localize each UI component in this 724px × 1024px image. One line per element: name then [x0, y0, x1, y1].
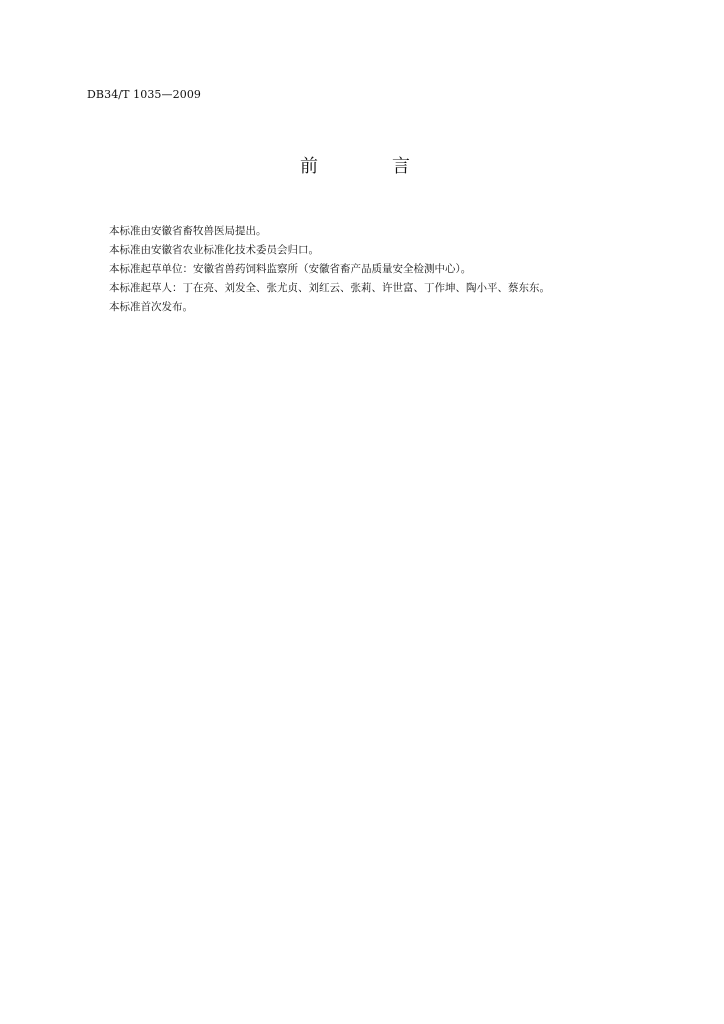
page-title: 前 言	[300, 156, 438, 177]
document-code: DB34/T 1035—2009	[87, 88, 202, 101]
foreword-paragraph-drafting-unit: 本标准起草单位：安徽省兽药饲料监察所（安徽省畜产品质量安全检测中心）。	[109, 263, 472, 275]
foreword-paragraph-proposer: 本标准由安徽省畜牧兽医局提出。	[109, 225, 267, 237]
foreword-paragraph-committee: 本标准由安徽省农业标准化技术委员会归口。	[109, 244, 319, 256]
foreword-body	[109, 222, 669, 317]
foreword-paragraph-first-release: 本标准首次发布。	[109, 301, 193, 313]
foreword-paragraph-drafters: 本标准起草人：丁在亮、刘发全、张尤贞、刘红云、张莉、许世富、丁作坤、陶小平、蔡东东。	[109, 282, 550, 294]
